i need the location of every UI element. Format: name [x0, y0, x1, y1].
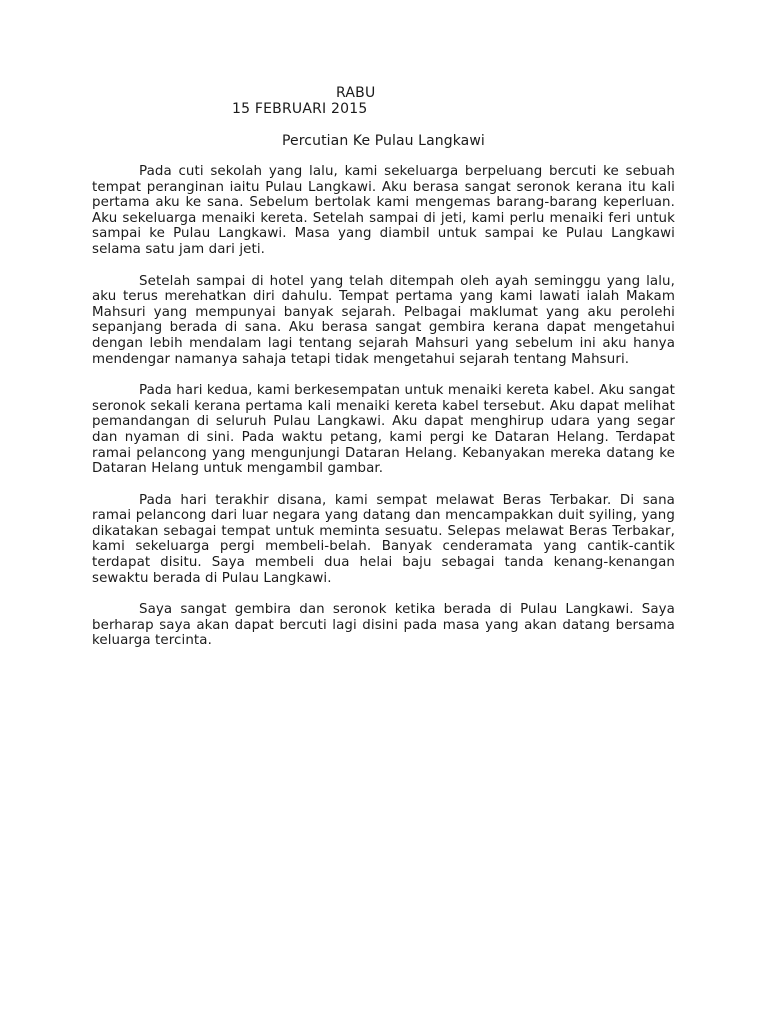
paragraph-3: Pada hari kedua, kami berkesempatan untuk menaiki kereta kabel. Aku sangat seronok sekali kerana pertama kali menaiki kereta kabel tersebut. Aku dapat melihat pemandangan di seluruh Pulau Langkawi. Aku dapat menghirup udara yang segar dan nyaman di sini. Pada waktu petang, kami pergi ke Dataran Helang. Terdapat ramai pelancong yang mengunjungi Dataran Helang. Kebanyakan mereka datang ke Dataran Helang untuk mengambil gambar. — [92, 383, 675, 477]
paragraph-1: Pada cuti sekolah yang lalu, kami sekeluarga berpeluang bercuti ke sebuah tempat peranginan iaitu Pulau Langkawi. Aku berasa sangat seronok kerana itu kali pertama aku ke sana. Sebelum bertolak kami mengemas barang-barang keperluan. Aku sekeluarga menaiki kereta. Setelah sampai di jeti, kami perlu menaiki feri untuk sampai ke Pulau Langkawi. Masa yang diambil untuk sampai ke Pulau Langkawi selama satu jam dari jeti. — [92, 164, 675, 257]
essay-title: Percutian Ke Pulau Langkawi — [282, 133, 485, 149]
date-label: 15 FEBRUARI 2015 — [232, 101, 368, 117]
essay-body — [92, 164, 675, 665]
paragraph-5: Saya sangat gembira dan seronok ketika berada di Pulau Langkawi. Saya berharap saya akan dapat bercuti lagi disini pada masa yang akan datang bersama keluarga tercinta. — [92, 602, 675, 649]
paragraph-4: Pada hari terakhir disana, kami sempat melawat Beras Terbakar. Di sana ramai pelancong dari luar negara yang datang dan mencampakkan duit syiling, yang dikatakan sebagai tempat untuk meminta sesuatu. Selepas melawat Beras Terbakar, kami sekeluarga pergi membeli-belah. Banyak cenderamata yang cantik-cantik terdapat disitu. Saya membeli dua helai baju sebagai tanda kenang-kenangan sewaktu berada di Pulau Langkawi. — [92, 492, 675, 586]
paragraph-2: Setelah sampai di hotel yang telah ditempah oleh ayah seminggu yang lalu, aku terus merehatkan diri dahulu. Tempat pertama yang kami lawati ialah Makam Mahsuri yang mempunyai banyak sejarah. Pelbagai maklumat yang aku perolehi sepanjang berada di sana. Aku berasa sangat gembira kerana dapat mengetahui dengan lebih mendalam lagi tentang sejarah Mahsuri yang sebelum ini aku hanya mendengar namanya sahaja tetapi tidak mengetahui sejarah tentang Mahsuri. — [92, 273, 675, 367]
day-label: RABU — [336, 85, 376, 101]
